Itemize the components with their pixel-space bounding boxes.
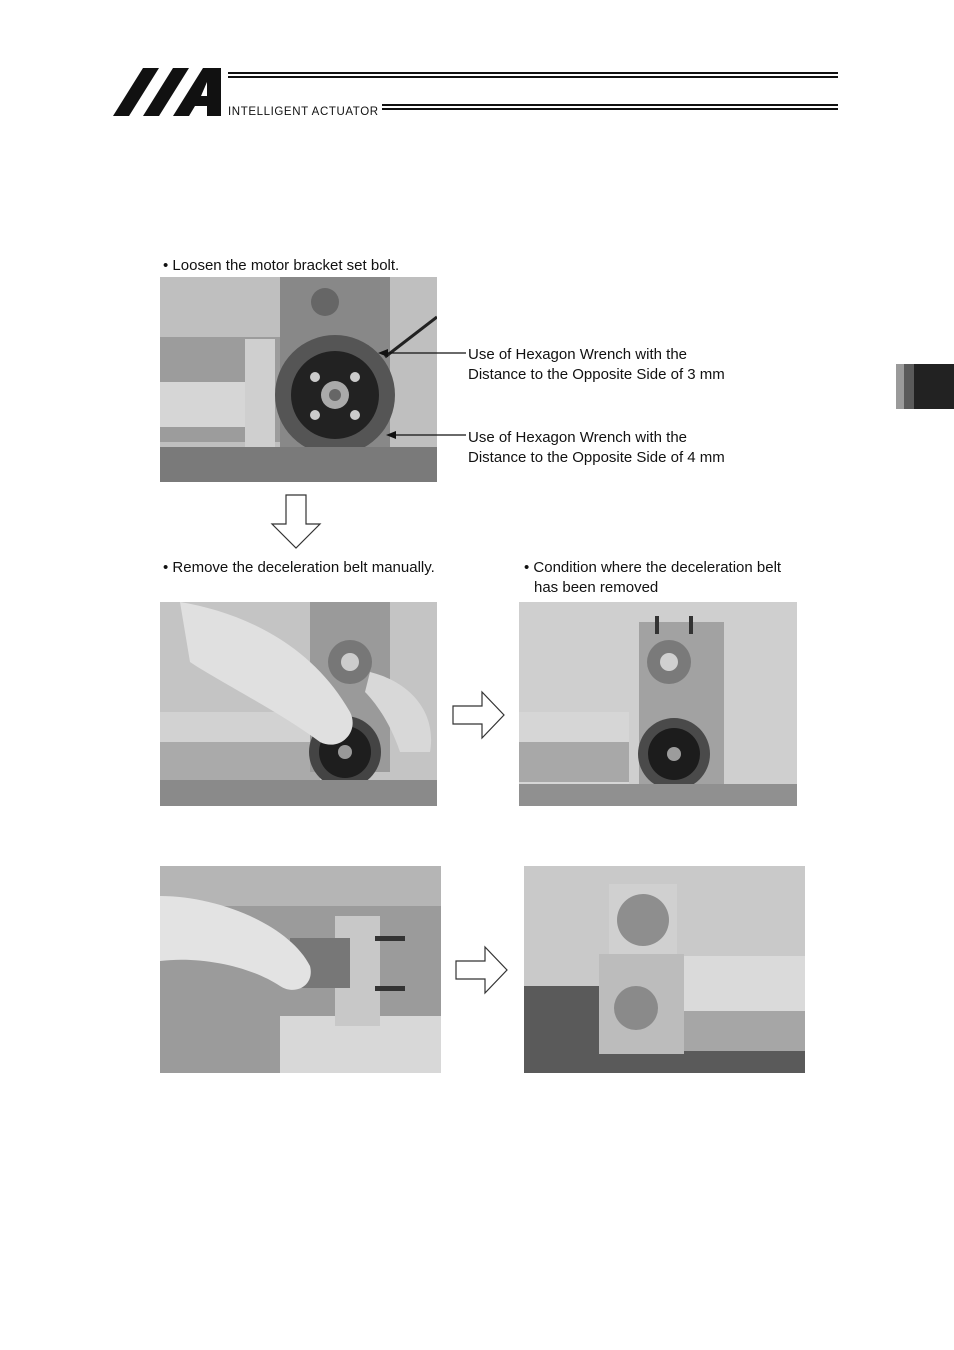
step2-caption-right-line-1: • Condition where the deceleration belt [524,559,782,576]
step1-caption: • Loosen the motor bracket set bolt. [163,257,400,274]
note-3mm-line-1: Use of Hexagon Wrench with the [468,346,688,363]
note-3mm-line-2: Distance to the Opposite Side of 3 mm [468,365,725,383]
leader-line-4mm [386,425,468,445]
note-4mm-line-1: Use of Hexagon Wrench with the [468,429,688,446]
photo-remove-belt [160,602,437,806]
chapter-tab-mid [904,364,914,409]
brand-text: INTELLIGENT ACTUATOR [228,106,379,118]
right-arrow-icon [452,690,506,740]
photo-belt-removed [519,602,797,806]
leader-line-3mm [378,343,468,363]
photo-loosen-bracket-bolt [160,277,437,482]
ia-logo-icon [113,68,225,118]
step2-caption-right [524,558,781,597]
note-4mm-line-2: Distance to the Opposite Side of 4 mm [468,448,725,466]
header-rule-bottom-2 [382,108,838,110]
photo-motor-removed [524,866,805,1073]
down-arrow-icon [270,494,322,550]
note-hex-wrench-4mm [468,428,725,467]
note-hex-wrench-3mm [468,345,725,384]
step2-caption-left: • Remove the deceleration belt manually. [163,559,435,576]
photo-remove-motor [160,866,441,1073]
header-rule-top-2 [228,76,838,78]
right-arrow-icon [455,945,509,995]
header-rule-top-1 [228,72,838,74]
chapter-tab-dark [914,364,954,409]
step2-caption-right-line-2: has been removed [534,578,659,596]
header-rule-bottom-1 [382,104,838,106]
chapter-tab-light [896,364,904,409]
